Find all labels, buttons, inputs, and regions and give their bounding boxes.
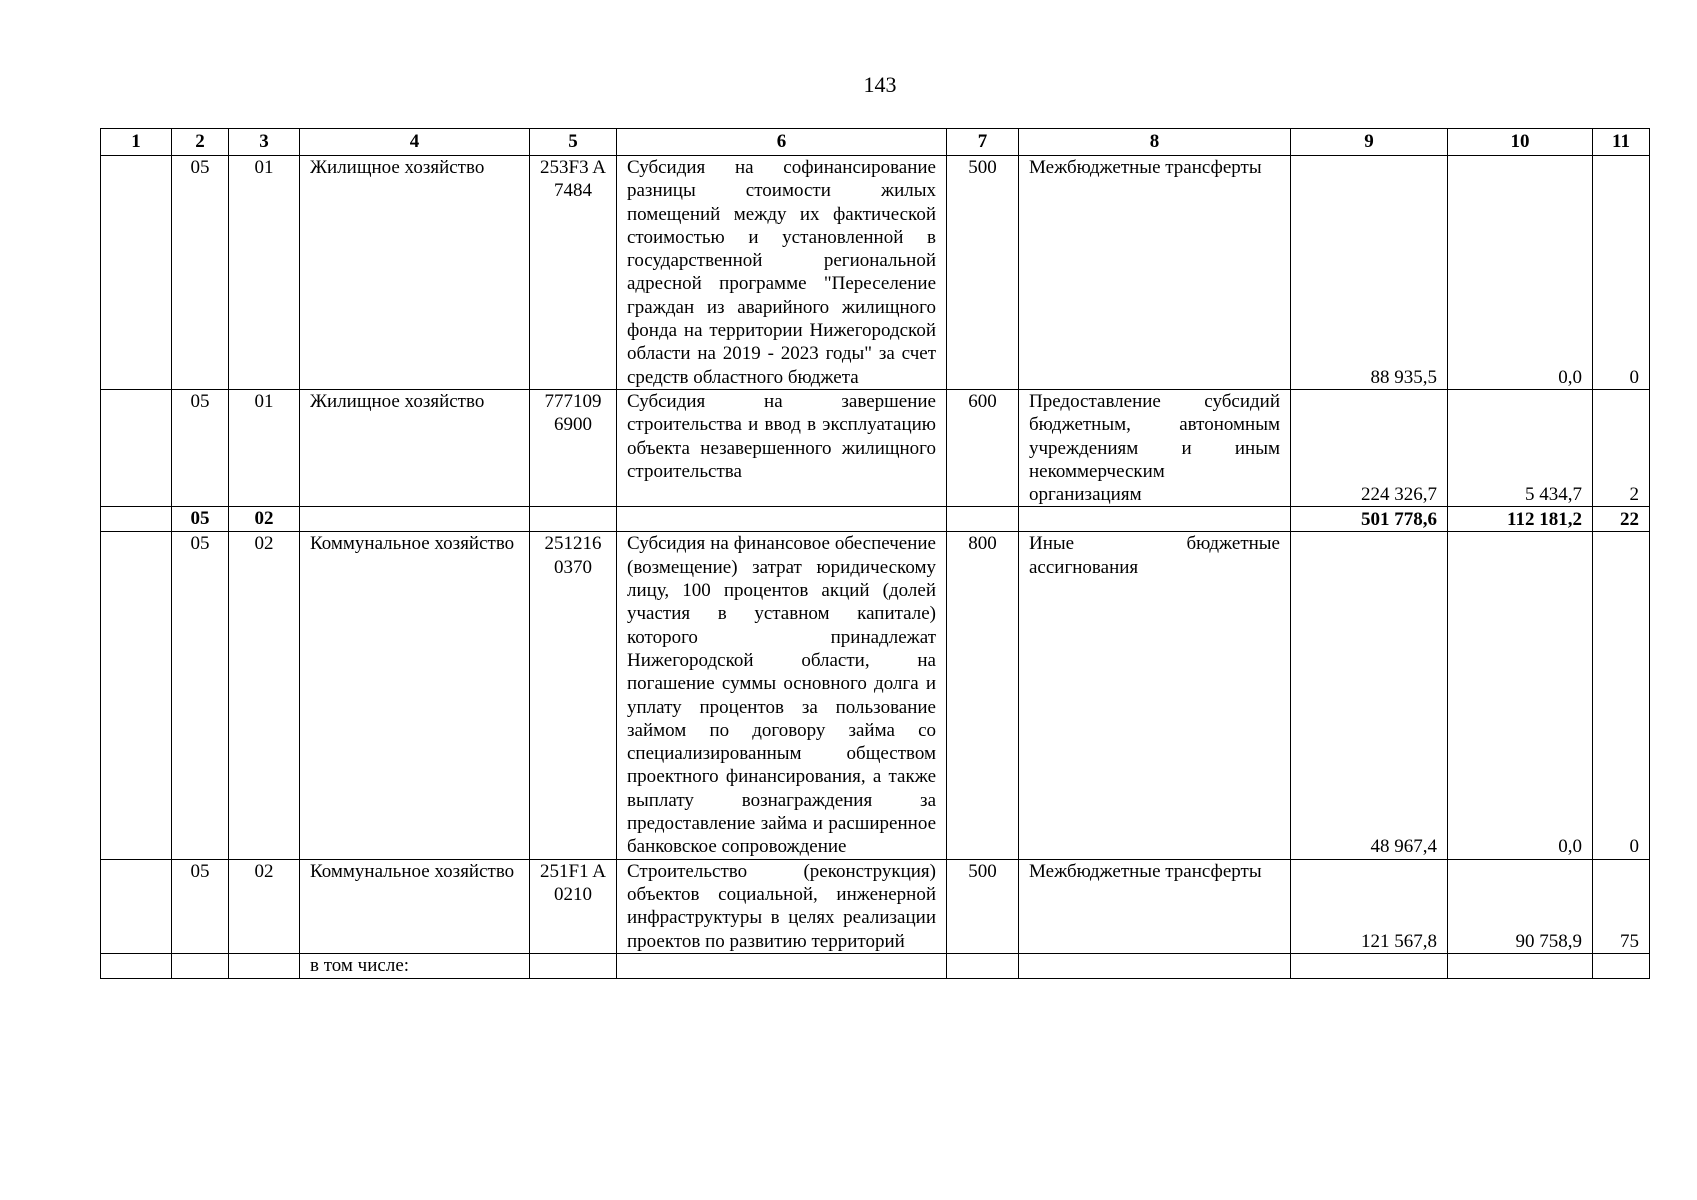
cell-amount-executed: 0,0 xyxy=(1448,156,1593,390)
cell-amount-executed: 90 758,9 xyxy=(1448,859,1593,953)
cell-section xyxy=(172,953,229,978)
cell-expense-type: 600 xyxy=(947,389,1019,506)
cell-expense-type: 500 xyxy=(947,156,1019,390)
cell-amount: 121 567,8 xyxy=(1291,859,1448,953)
header-cell: 10 xyxy=(1448,129,1593,156)
cell-description: Субсидия на финансовое обеспечение (возмещение) затрат юридическому лицу, 100 процентов акций (долей участия в уставном капитале) которого принадлежат Нижегородской области, на погашение суммы основного долга и уплату процентов за пользование займом по договору займа со специализированным обществом проектного финансирования, а также выплату вознаграждения за предоставление займа и расширенное банковское сопровождение xyxy=(617,532,947,859)
cell-target-code: 777109 6900 xyxy=(530,389,617,506)
header-cell: 6 xyxy=(617,129,947,156)
cell-expense-type xyxy=(947,507,1019,532)
table-row xyxy=(101,532,1650,859)
cell-subsection: 02 xyxy=(229,507,300,532)
cell-subsection xyxy=(229,953,300,978)
cell-subsection-name: Коммунальное хозяйство xyxy=(300,532,530,859)
cell-percent: 2 xyxy=(1593,389,1650,506)
cell-target-code xyxy=(530,507,617,532)
cell-col1 xyxy=(101,389,172,506)
cell-target-code: 253F3 A7484 xyxy=(530,156,617,390)
cell-subsection-name xyxy=(300,507,530,532)
cell-subsection-name: Жилищное хозяйство xyxy=(300,156,530,390)
cell-expense-type: 800 xyxy=(947,532,1019,859)
cell-description: Субсидия на софинансирование разницы стоимости жилых помещений между их фактической стоимостью и установленной в государственной региональной адресной программе "Переселение граждан из аварийного жилищного фонда на территории Нижегородской области на 2019 - 2023 годы" за счет средств областного бюджета xyxy=(617,156,947,390)
cell-percent: 0 xyxy=(1593,532,1650,859)
cell-section: 05 xyxy=(172,507,229,532)
cell-amount-executed: 5 434,7 xyxy=(1448,389,1593,506)
cell-percent: 0 xyxy=(1593,156,1650,390)
cell-amount-executed: 112 181,2 xyxy=(1448,507,1593,532)
cell-expense-type-name: Иные бюджетные ассигнования xyxy=(1019,532,1291,859)
table-row xyxy=(101,389,1650,506)
cell-target-code xyxy=(530,953,617,978)
cell-col1 xyxy=(101,953,172,978)
cell-amount: 224 326,7 xyxy=(1291,389,1448,506)
cell-expense-type-name: Межбюджетные трансферты xyxy=(1019,156,1291,390)
cell-amount-executed: 0,0 xyxy=(1448,532,1593,859)
header-cell: 7 xyxy=(947,129,1019,156)
cell-expense-type xyxy=(947,953,1019,978)
header-cell: 3 xyxy=(229,129,300,156)
header-cell: 5 xyxy=(530,129,617,156)
header-cell: 4 xyxy=(300,129,530,156)
budget-table xyxy=(100,128,1650,979)
cell-section: 05 xyxy=(172,532,229,859)
cell-expense-type-name xyxy=(1019,953,1291,978)
cell-subsection-name: Жилищное хозяйство xyxy=(300,389,530,506)
cell-amount-executed xyxy=(1448,953,1593,978)
cell-col1 xyxy=(101,156,172,390)
cell-subsection: 01 xyxy=(229,389,300,506)
header-cell: 1 xyxy=(101,129,172,156)
cell-target-code: 251216 0370 xyxy=(530,532,617,859)
cell-expense-type-name xyxy=(1019,507,1291,532)
cell-expense-type-name: Межбюджетные трансферты xyxy=(1019,859,1291,953)
header-cell: 2 xyxy=(172,129,229,156)
cell-amount: 48 967,4 xyxy=(1291,532,1448,859)
cell-section: 05 xyxy=(172,389,229,506)
cell-amount: 501 778,6 xyxy=(1291,507,1448,532)
cell-description xyxy=(617,507,947,532)
cell-subsection-name: в том числе: xyxy=(300,953,530,978)
cell-amount: 88 935,5 xyxy=(1291,156,1448,390)
header-cell: 8 xyxy=(1019,129,1291,156)
cell-expense-type: 500 xyxy=(947,859,1019,953)
cell-target-code: 251F1 A0210 xyxy=(530,859,617,953)
cell-col1 xyxy=(101,532,172,859)
cell-section: 05 xyxy=(172,156,229,390)
cell-col1 xyxy=(101,507,172,532)
header-cell: 9 xyxy=(1291,129,1448,156)
cell-subsection: 02 xyxy=(229,532,300,859)
page-number: 143 xyxy=(863,72,897,97)
table-row xyxy=(101,953,1650,978)
cell-subsection: 02 xyxy=(229,859,300,953)
cell-amount xyxy=(1291,953,1448,978)
cell-percent xyxy=(1593,953,1650,978)
header-row xyxy=(101,129,1650,156)
header-cell: 11 xyxy=(1593,129,1650,156)
cell-subsection-name: Коммунальное хозяйство xyxy=(300,859,530,953)
table-row xyxy=(101,859,1650,953)
cell-percent: 22 xyxy=(1593,507,1650,532)
cell-subsection: 01 xyxy=(229,156,300,390)
cell-col1 xyxy=(101,859,172,953)
table-row xyxy=(101,156,1650,390)
cell-description xyxy=(617,953,947,978)
cell-percent: 75 xyxy=(1593,859,1650,953)
cell-description: Строительство (реконструкция) объектов социальной, инженерной инфраструктуры в целях реализации проектов по развитию территорий xyxy=(617,859,947,953)
subtotal-row xyxy=(101,507,1650,532)
cell-section: 05 xyxy=(172,859,229,953)
cell-description: Субсидия на завершение строительства и ввод в эксплуатацию объекта незавершенного жилищного строительства xyxy=(617,389,947,506)
cell-expense-type-name: Предоставление субсидий бюджетным, автономным учреждениям и иным некоммерческим организациям xyxy=(1019,389,1291,506)
